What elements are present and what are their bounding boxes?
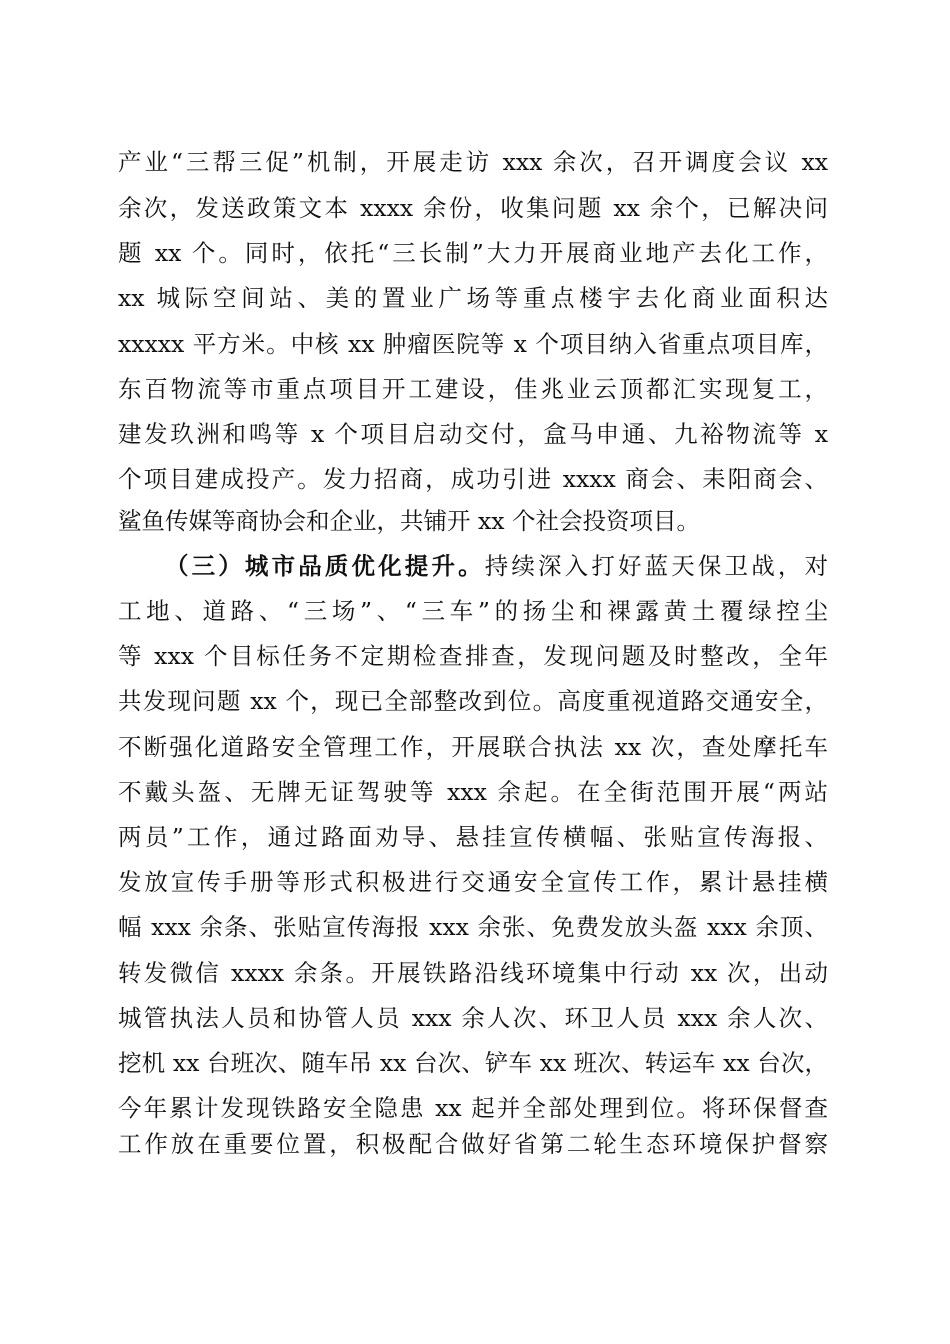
section-heading-rest: 持续深入打好蓝天保卫战，对 bbox=[484, 552, 828, 580]
text-line: 东百物流等市重点项目开工建设，佳兆业云顶都汇实现复工， bbox=[118, 375, 828, 403]
text-line: 工作放在重要位置，积极配合做好省第二轮生态环境保护督察 bbox=[118, 1130, 828, 1158]
text-line: 共发现问题 xx 个，现已全部整改到位。高度重视道路交通安全， bbox=[118, 687, 828, 715]
text-line: 题 xx 个。同时，依托“三长制”大力开展商业地产去化工作， bbox=[118, 239, 828, 267]
text-line: 余次，发送政策文本 xxxx 余份，收集问题 xx 余个，已解决问 bbox=[118, 194, 828, 222]
text-line: 城管执法人员和协管人员 xxx 余人次、环卫人员 xxx 余人次、 bbox=[118, 1004, 828, 1032]
text-line: 建发玖洲和鸣等 x 个项目启动交付，盒马申通、九裕物流等 x bbox=[118, 420, 828, 448]
text-line: 产业“三帮三促”机制，开展走访 xxx 余次，召开调度会议 xx bbox=[118, 148, 828, 176]
text-line: xxxxx 平方米。中核 xx 肿瘤医院等 x 个项目纳入省重点项目库， bbox=[118, 330, 828, 358]
text-line: 不戴头盔、无牌无证驾驶等 xxx 余起。在全街范围开展“两站 bbox=[118, 778, 828, 806]
text-line: 个项目建成投产。发力招商，成功引进 xxxx 商会、耒阳商会、 bbox=[118, 465, 828, 493]
section-heading: （三）城市品质优化提升。 bbox=[165, 552, 485, 580]
section-heading-line bbox=[165, 546, 828, 586]
text-line: 两员”工作，通过路面劝导、悬挂宣传横幅、张贴宣传海报、 bbox=[118, 823, 828, 851]
text-line: 工地、道路、“三场”、“三车”的扬尘和裸露黄土覆绿控尘 bbox=[118, 597, 828, 625]
text-line: 鲨鱼传媒等商协会和企业，共铺开 xx 个社会投资项目。 bbox=[118, 507, 700, 535]
text-line: 转发微信 xxxx 余条。开展铁路沿线环境集中行动 xx 次，出动 bbox=[118, 959, 828, 987]
text-line: 挖机 xx 台班次、随车吊 xx 台次、铲车 xx 班次、转运车 xx 台次， bbox=[118, 1049, 828, 1077]
text-line: 幅 xxx 余条、张贴宣传海报 xxx 余张、免费发放头盔 xxx 余顶、 bbox=[118, 913, 828, 941]
text-line: 今年累计发现铁路安全隐患 xx 起并全部处理到位。将环保督查 bbox=[118, 1094, 828, 1122]
text-line: 不断强化道路安全管理工作，开展联合执法 xx 次，查处摩托车 bbox=[118, 733, 828, 761]
text-line: 等 xxx 个目标任务不定期检查排查，发现问题及时整改，全年 bbox=[118, 642, 828, 670]
text-line: 发放宣传手册等形式积极进行交通安全宣传工作，累计悬挂横 bbox=[118, 868, 828, 896]
text-line: xx 城际空间站、美的置业广场等重点楼宇去化商业面积达 bbox=[118, 284, 828, 312]
